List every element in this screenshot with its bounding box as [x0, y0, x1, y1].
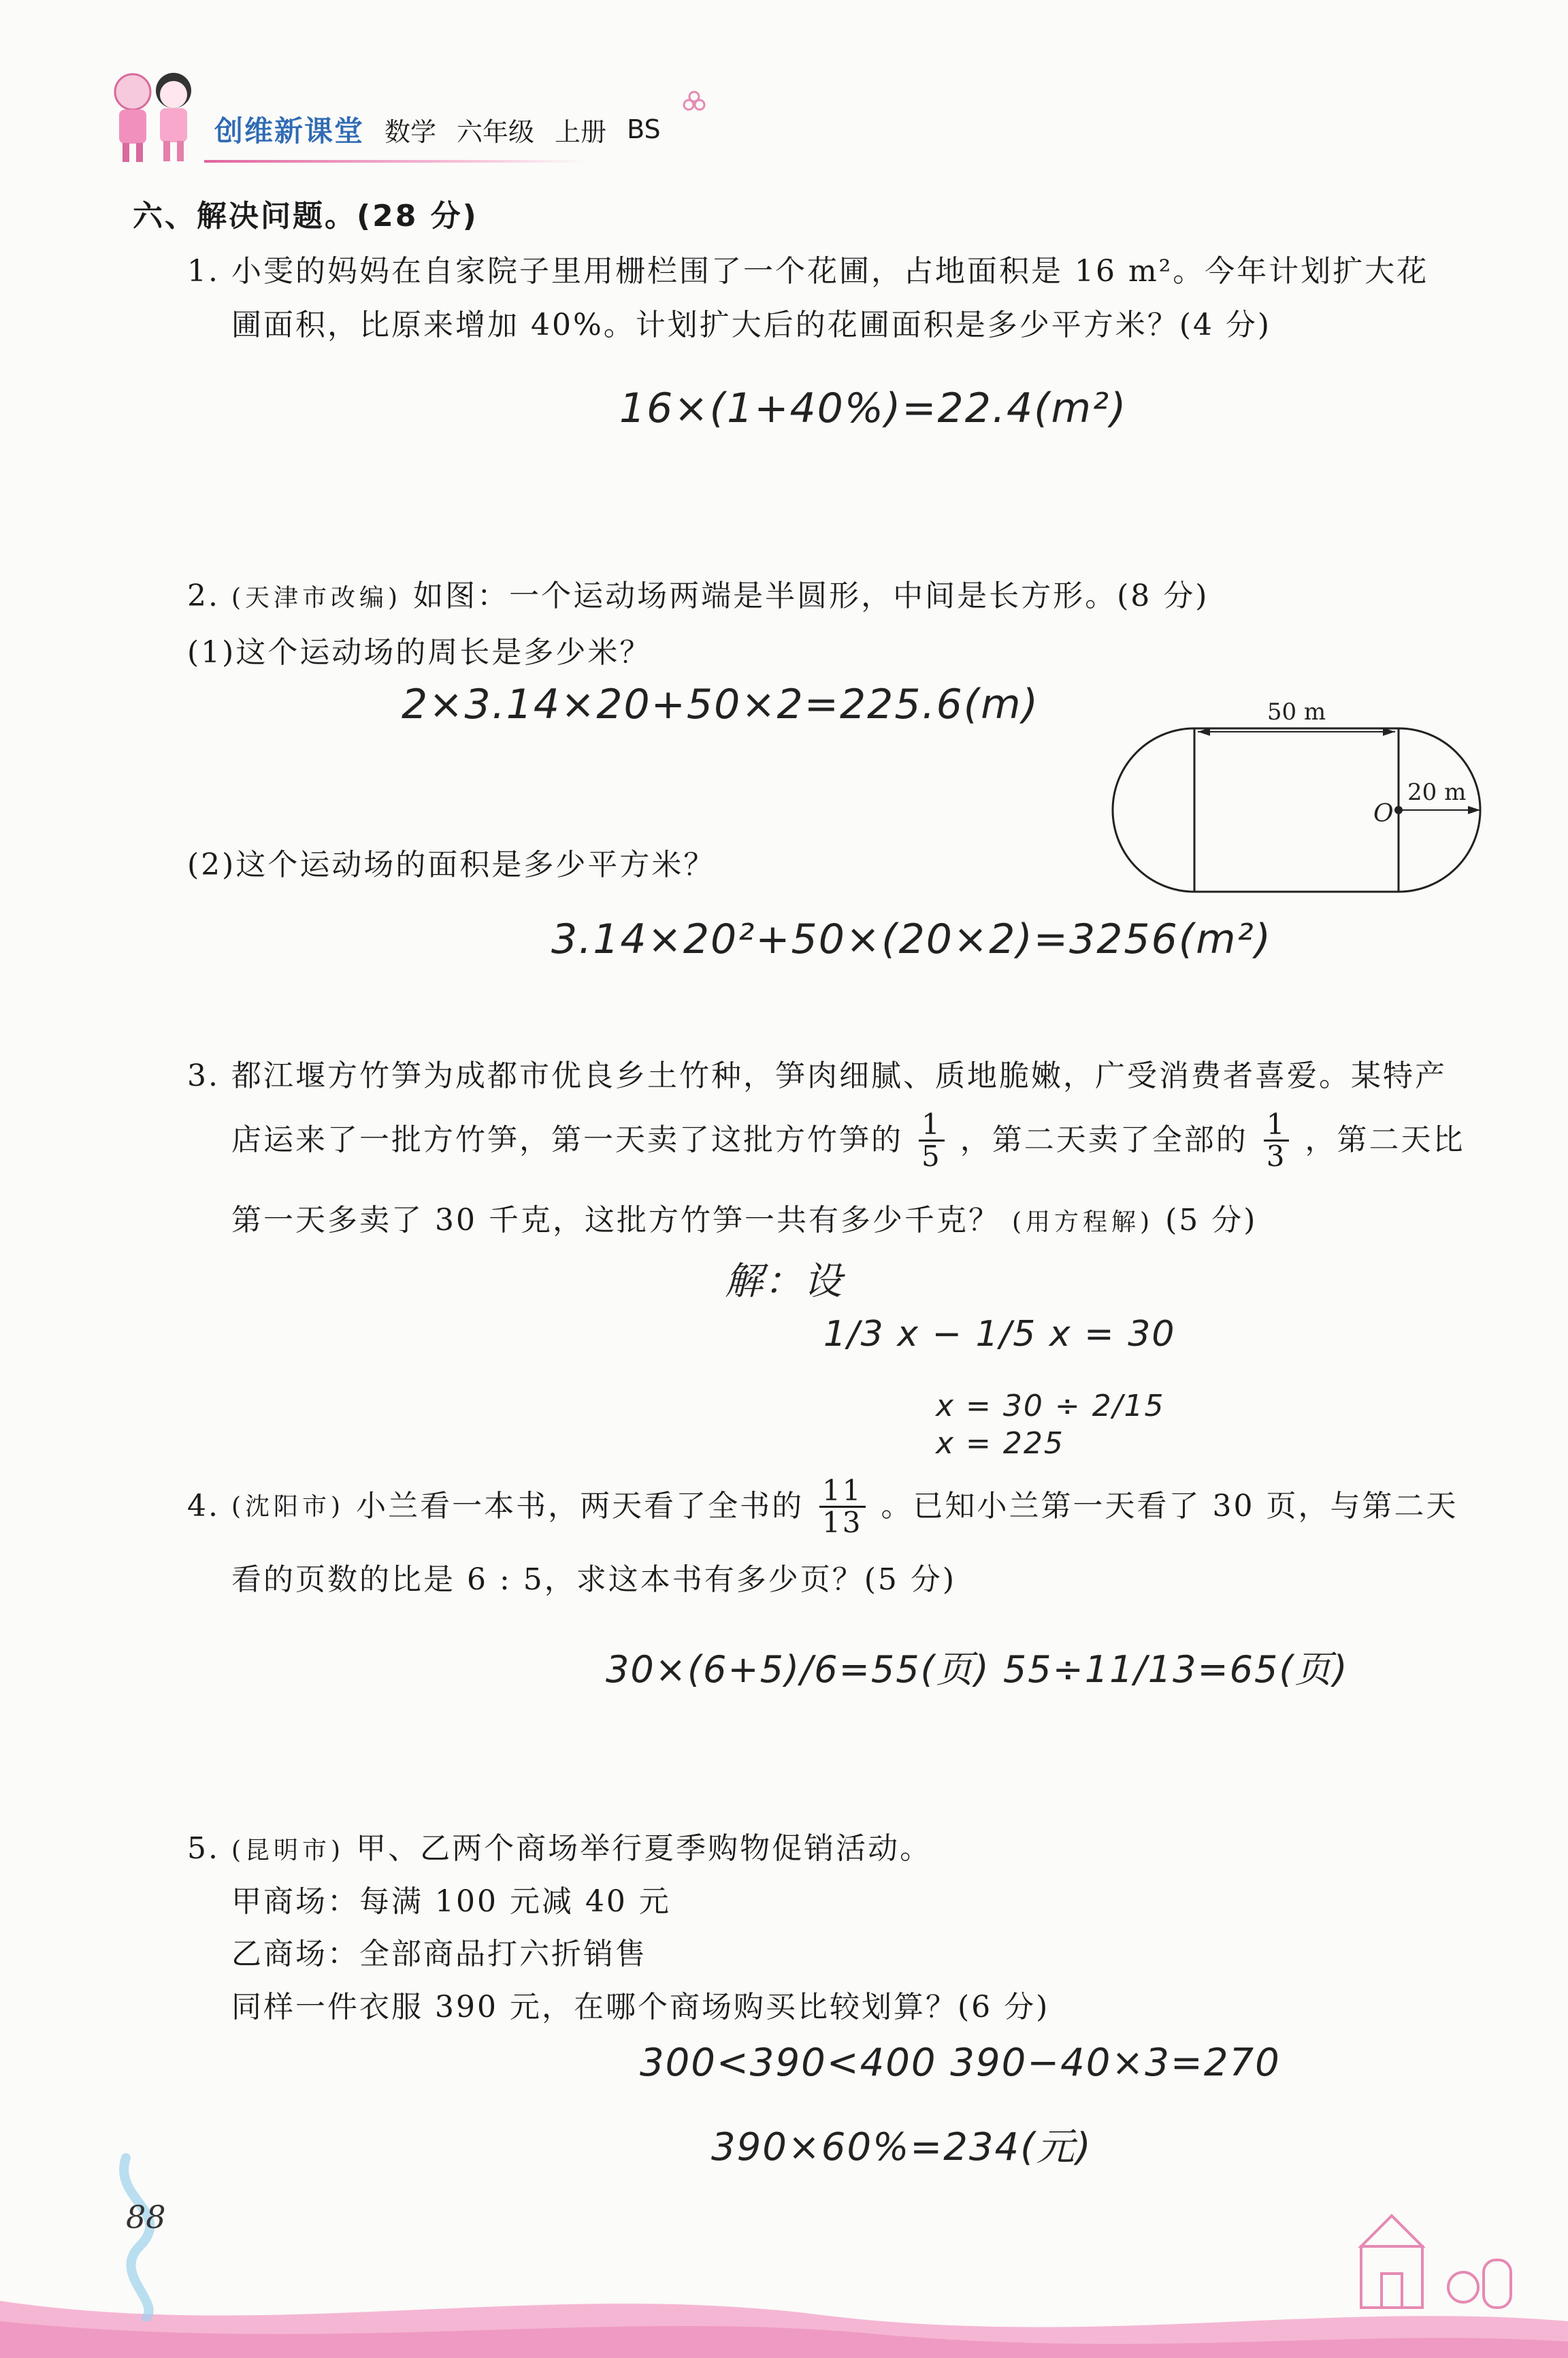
- q4-fraction: [819, 1476, 865, 1538]
- flower-icon: [681, 88, 708, 116]
- q3-note: (用方程解): [1011, 1208, 1154, 1236]
- q1-text-line1: 小雯的妈妈在自家院子里用栅栏围了一个花圃，占地面积是 16 m²。今年计划扩大花: [231, 254, 1429, 289]
- q3-line3: [231, 1203, 1257, 1239]
- header-grade: 六年级: [457, 116, 535, 147]
- q2-sub1: (1)这个运动场的周长是多少米？: [187, 635, 652, 670]
- q3-fraction1: [919, 1110, 945, 1172]
- q2-sub2: (2)这个运动场的面积是多少平方米？: [187, 847, 716, 882]
- q3-text-line2c: ，第二天比: [1305, 1123, 1465, 1158]
- q5-handwritten-answer2: 390×60%=234(元): [711, 2125, 1092, 2169]
- brand-name: 创维新课堂: [214, 114, 365, 148]
- q5-stem: 甲、乙两个商场举行夏季购物促销活动。: [356, 1831, 932, 1866]
- q3-fraction1-numerator: 1: [919, 1110, 945, 1142]
- q5-line1: [187, 1831, 932, 1867]
- q1-text-line2: 圃面积，比原来增加 40%。计划扩大后的花圃面积是多少平方米？(4 分): [231, 308, 1272, 342]
- q3-points: (5 分): [1165, 1203, 1258, 1238]
- header-volume: 上册: [555, 116, 607, 147]
- q2-source: (天津市改编): [231, 584, 402, 612]
- q3-fraction2-numerator: 1: [1264, 1110, 1290, 1142]
- q4-source: (沈阳市): [231, 1493, 345, 1521]
- q5-source: (昆明市): [231, 1837, 345, 1864]
- center-point: [1394, 806, 1403, 814]
- q3-fraction2: [1264, 1110, 1290, 1172]
- q2-handwritten-answer1: 2×3.14×20+50×2=225.6(m): [402, 681, 1040, 728]
- stadium-diagram: [1102, 698, 1497, 922]
- q2-stem: 如图：一个运动场两端是半圆形，中间是长方形。(8 分): [413, 579, 1209, 613]
- q4-text-line2: 看的页数的比是 6 : 5，求这本书有多少页？(5 分): [231, 1562, 957, 1597]
- q1-line1: [187, 254, 1428, 290]
- q5-handwritten-answer1: 300<390<400 390−40×3=270: [640, 2041, 1281, 2085]
- q3-text-line1: 都江堰方竹笋为成都市优良乡土竹种，笋肉细腻、质地脆嫩，广受消费者喜爱。某特产: [231, 1059, 1447, 1093]
- q3-handwritten-let: 解：设: [725, 1259, 843, 1304]
- q3-handwritten-step: x = 30 ÷ 2/15: [936, 1389, 1165, 1423]
- q5-number: 5.: [187, 1831, 220, 1866]
- radius-label: 20 m: [1407, 779, 1467, 806]
- kids-logo-icon: [95, 65, 211, 167]
- q3-text-line3a: 第一天多卖了 30 千克，这批方竹笋一共有多少千克？: [231, 1203, 1000, 1238]
- center-label: O: [1373, 800, 1394, 828]
- page-number: 88: [126, 2199, 166, 2235]
- q3-number: 3.: [187, 1059, 220, 1093]
- q3-text-line2a: 店运来了一批方竹笋，第一天卖了这批方竹笋的: [231, 1123, 903, 1158]
- q2-number: 2.: [187, 579, 220, 613]
- q5-mall-a: 甲商场：每满 100 元减 40 元: [231, 1884, 671, 1919]
- q4-text-line1b: 。已知小兰第一天看了 30 页，与第二天: [881, 1489, 1458, 1524]
- header-subject: 数学: [385, 116, 437, 147]
- q4-line1: [187, 1476, 1458, 1538]
- q3-handwritten-equation: 1/3 x − 1/5 x = 30: [823, 1314, 1176, 1355]
- q3-text-line2b: ，第二天卖了全部的: [960, 1123, 1248, 1158]
- castle-icon: [1334, 2206, 1538, 2314]
- q3-line1: [187, 1059, 1447, 1095]
- q4-number: 4.: [187, 1489, 220, 1524]
- q1-number: 1.: [187, 254, 220, 289]
- footer-wave: [0, 2240, 1568, 2358]
- header-underline: [204, 160, 585, 163]
- q4-fraction-numerator: 11: [819, 1476, 865, 1508]
- header-edition: BS: [627, 114, 661, 144]
- q1-handwritten-answer: 16×(1+40%)=22.4(m²): [619, 385, 1128, 432]
- q4-fraction-denominator: 13: [822, 1506, 863, 1540]
- q3-fraction2-denominator: 3: [1266, 1140, 1287, 1174]
- q3-fraction1-denominator: 5: [921, 1140, 942, 1174]
- length-label: 50 m: [1267, 698, 1326, 726]
- header: [95, 65, 708, 174]
- q2-line1: [187, 579, 1209, 615]
- q2-handwritten-answer2: 3.14×20²+50×(20×2)=3256(m²): [551, 916, 1273, 963]
- q5-mall-b: 乙商场：全部商品打六折销售: [231, 1937, 647, 1971]
- q4-text-line1a: 小兰看一本书，两天看了全书的: [356, 1489, 804, 1524]
- q4-handwritten-answer: 30×(6+5)/6=55(页) 55÷11/13=65(页): [606, 1648, 1349, 1691]
- q5-question: 同样一件衣服 390 元，在哪个商场购买比较划算？(6 分): [231, 1990, 1050, 2024]
- q3-line2: [231, 1110, 1465, 1172]
- section-title: 六、解决问题。(28 分): [133, 199, 478, 233]
- q3-handwritten-result: x = 225: [936, 1426, 1064, 1461]
